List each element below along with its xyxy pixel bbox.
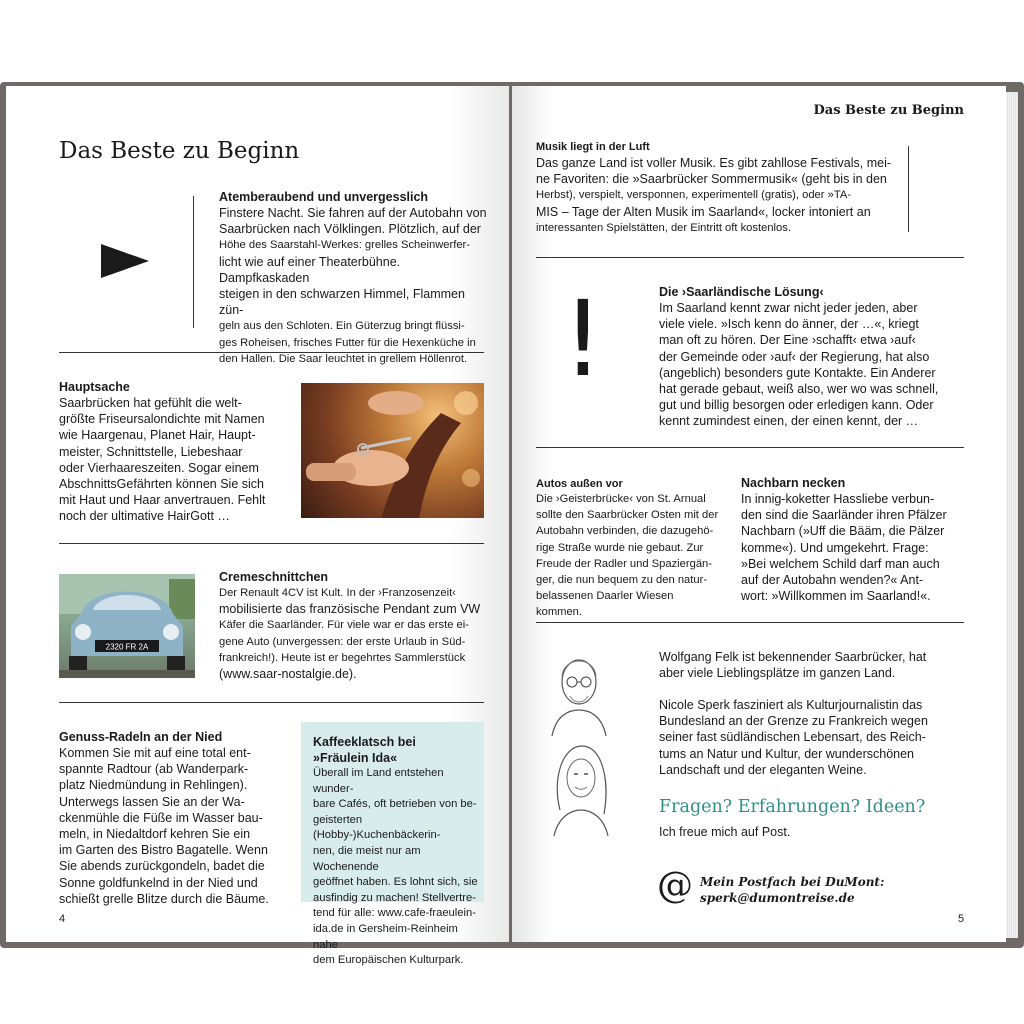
section-divider (59, 543, 484, 544)
page-number-left: 4 (59, 913, 66, 925)
cta-text: Ich freue mich auf Post. (659, 825, 791, 839)
tip-box-kaffeeklatsch (301, 722, 484, 967)
section-text-nachbarn: In innig-koketter Hassliebe verbun- den sind die Saarländer ihren Pfälzer Nachbarn (»Uff die Bääm, die Pälzer komme«). Und umgekehrt. Frage: »Bei welchem Schild darf man auch auf der Autobahn wenden?« Ant- wort: »Willkommen im Saarland!«. (741, 492, 947, 604)
section-divider (536, 257, 964, 258)
section-text-genuss: Kommen Sie mit auf eine total ent- spannte Radtour (ab Wanderpark- platz Niedmündung in Rehlingen). Unterwegs lassen Sie an der Wa- ckenmühle die Füße im Wasser bau- meln, in Niedaltdorf kehren Sie ein im Garten des Bistro Bagatelle. Wenn Sie abends zurückgondeln, badet die Sonne goldfunkelnd in der Nied und schießt grelle Blitze durch die Bäume. (59, 746, 269, 906)
section-heading-genuss: Genuss-Radeln an der Nied (59, 730, 223, 744)
email-link[interactable]: sperk@dumontreise.de (700, 891, 855, 905)
hairdresser-photo (301, 383, 484, 518)
section-divider (59, 702, 484, 703)
section-heading-musik: Musik liegt in der Luft (536, 141, 650, 153)
license-plate: 2320 FR 2A (105, 642, 149, 652)
renault-car-photo (59, 574, 195, 678)
section-heading-nachbarn: Nachbarn necken (741, 476, 846, 490)
section-heading-autos: Autos außen vor (536, 478, 623, 490)
author-bio-felk: Wolfgang Felk ist bekennender Saarbrücker, hat aber viele Lieblingsplätze im ganzen Land. (659, 650, 927, 681)
author-bio-sperk: Nicole Sperk fasziniert als Kulturjournalistin das Bundesland an der Grenze zu Frankreich wegen seiner fast südländischen Lebensart, des Reich- tums an Natur und Kultur, der wunderschönen Landschaft und der eleganten Weine. (659, 698, 928, 777)
section-heading-loesung: Die ›Saarländische Lösung‹ (659, 285, 824, 299)
section-text-cremeschnittchen: Der Renault 4CV ist Kult. In der ›Franzosenzeit‹ mobilisierte das französische Pendant zum VW Käfer die Saarländer. Für viele war er das erste ei- gene Auto (unvergessen: der erste Urlaub in Süd- frankreich!). Heute ist er begehrtes Sammlerstück (www.saar-nostalgie.de). (219, 587, 481, 682)
cta-heading: Fragen? Erfahrungen? Ideen? (659, 797, 926, 817)
section-heading-atemberaubend: Atemberaubend und unvergesslich (219, 190, 429, 204)
page-number-right: 5 (958, 913, 965, 925)
section-divider (536, 622, 964, 623)
page-title: Das Beste zu Beginn (59, 138, 300, 164)
section-text-loesung: Im Saarland kennt zwar nicht jeder jeden, aber viele viele. »Isch kenn do änner, der …«, kriegt man oft zu hören. Der Eine ›schafft‹ etwa ›auf‹ der Gemeinde oder ›auf‹ der Regierung, hat also (angeblich) besonders gute Kontakte. Ein Anderer hat gerade gebaut, weiß also, wer wo was schnell, gut und billig besorgen oder erledigen kann. Oder kennt zumindest einen, der einen kennt, der … (659, 301, 939, 429)
tip-text: Überall im Land entstehen wunder- bare Cafés, oft betrieben von be- geisterten (Hobby-)Kuchenbäckerin- nen, die meist nur am Wochenende geöffnet haben. Es lohnt sich, sie ausfindig zu machen! Stellvertre- tend für alle: www.cafe-fraeulein- ida.de in Gersheim-Reinheim nahe dem Europäischen Kulturpark. (313, 767, 478, 967)
play-triangle-icon (101, 244, 149, 278)
page-edges (1006, 92, 1018, 938)
exclamation-icon: ! (562, 278, 604, 400)
section-text-hauptsache: Saarbrücken hat gefühlt die welt- größte Friseursalondichte mit Namen wie Haargenau, Planet Hair, Haupt- meister, Schnittstelle, Liebeshaar oder Vierhaareszeiten. Sogar einem AbschnittsGefährten können Sie sich mit Haut und Haar anvertrauen. Fehlt noch der ultimative HairGott … (59, 396, 266, 524)
vertical-divider (193, 196, 194, 328)
section-text-atemberaubend: Finstere Nacht. Sie fahren auf der Autobahn von Saarbrücken nach Völklingen. Plötzlich, auf der Höhe des Saarstahl-Werkes: grelles Scheinwerfer- licht wie auf einer Theaterbühne. Dampfkaskaden steigen in den schwarzen Himmel, Flammen zün- geln aus den Schloten. Ein Güterzug bringt flüssi- ges Roheisen, frisches Futter für die Hexenküche in den Hallen. Die Saar leuchtet in grellem Höllenrot. (219, 206, 487, 365)
at-icon: @ (657, 865, 693, 906)
left-page (6, 86, 509, 967)
author-portrait-felk (548, 646, 610, 736)
right-page (512, 86, 1006, 942)
section-heading-hauptsache: Hauptsache (59, 380, 130, 394)
author-portrait-sperk (548, 740, 614, 836)
postfach-label: Mein Postfach bei DuMont: (700, 875, 885, 889)
tip-heading: Kaffeeklatsch bei »Fräulein Ida« (313, 735, 416, 765)
section-text-autos: Die ›Geisterbrücke‹ von St. Arnual sollte den Saarbrücker Osten mit der Autobahn verbinden, die dazugehö- rige Straße wurde nie gebaut. Zur Freude der Radler und Spaziergän- ger, die nun bequem zu den natur- belassenen Daarler Wiesen kommen. (536, 493, 719, 619)
section-heading-cremeschnittchen: Cremeschnittchen (219, 570, 329, 584)
section-divider (59, 352, 484, 353)
section-text-musik: Das ganze Land ist voller Musik. Es gibt zahllose Festivals, mei- ne Favoriten: die »Saarbrücker Sommermusik« (geht bis in den Herbst), verspielt, versponnen, experimentell (gratis), oder »TA- MIS – Tage der Alten Musik im Saarland«, locker intoniert an interessanten Spielstätten, der Eintritt oft kostenlos. (536, 156, 892, 234)
section-divider (536, 447, 964, 448)
running-head: Das Beste zu Beginn (813, 103, 964, 118)
vertical-divider (908, 146, 909, 232)
